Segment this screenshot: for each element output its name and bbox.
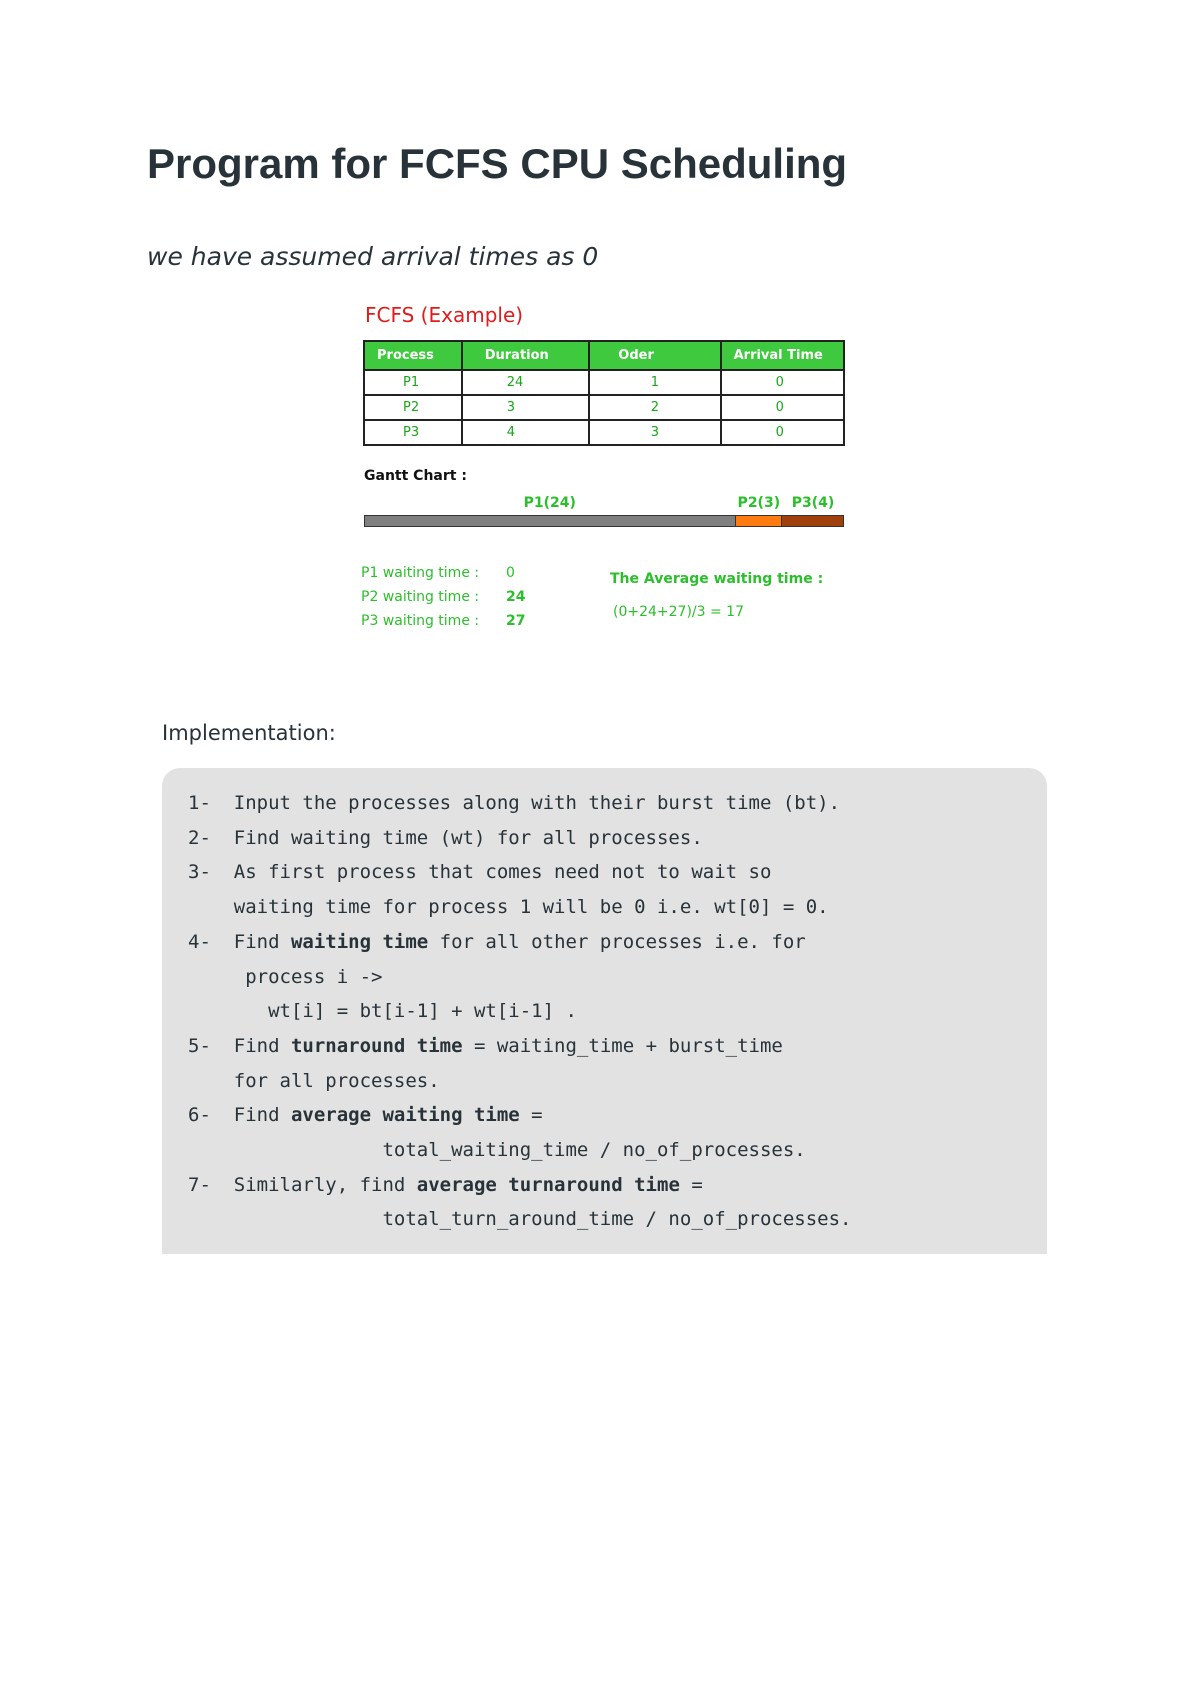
implementation-steps-block [162,768,1047,1254]
code-text: 4- Find [188,930,291,953]
code-text: 6- Find [188,1104,291,1127]
code-keyword: average turnaround time [416,1173,680,1196]
code-keyword: turnaround time [290,1034,463,1057]
code-line [188,855,771,889]
code-keyword: average waiting time [290,1104,520,1127]
code-text: total_waiting_time / no_of_processes. [188,1139,806,1161]
code-text: process i -> [188,965,383,988]
code-text: waiting time for process 1 will be 0 i.e. wt[0] = 0. [188,896,829,919]
code-line [188,994,577,1028]
code-text: = [519,1104,543,1127]
table-cell: 0 [721,395,844,420]
code-line [188,821,703,855]
average-waiting-time-formula: (0+24+27)/3 = 17 [613,604,744,620]
column-header: Duration [462,341,590,370]
code-text: 3- As first process that comes need not to wait so [188,861,772,884]
table-row [364,420,844,445]
table-cell: 3 [462,395,590,420]
table-row [364,395,844,420]
code-text: 1- Input the processes along with their burst time (bt). [188,792,841,814]
implementation-heading: Implementation: [162,721,336,745]
fcfs-example-figure [355,303,855,643]
code-line [188,1029,783,1063]
gantt-segment-label: P1(24) [523,495,576,511]
column-header: Arrival Time [721,341,844,370]
code-line [188,1064,440,1098]
average-waiting-time-label: The Average waiting time : [610,571,824,587]
code-line [188,1202,851,1236]
code-line [188,925,806,959]
page-title: Program for FCFS CPU Scheduling [147,140,848,187]
code-line [188,1168,703,1202]
table-cell: P1 [364,370,462,395]
code-text: 7- Similarly, find [188,1173,417,1196]
table-cell: P2 [364,395,462,420]
table-cell: 0 [721,370,844,395]
gantt-segment [735,516,781,526]
gantt-segment-label: P2(3) [737,495,781,511]
code-line [188,960,382,994]
gantt-segment-label: P3(4) [791,495,835,511]
table-cell: 0 [721,420,844,445]
code-text: for all other processes i.e. for [428,930,806,953]
table-cell: P3 [364,420,462,445]
table-cell: 3 [589,420,720,445]
waiting-time-label: P1 waiting time : [361,565,480,581]
figure-title: FCFS (Example) [365,303,524,327]
subtitle: we have assumed arrival times as 0 [147,242,599,271]
code-text: wt[i] = bt[i-1] + wt[i-1] . [188,1000,577,1023]
code-text: 5- Find [188,1034,291,1057]
waiting-time-row [361,589,525,605]
code-line [188,786,840,820]
gantt-chart-label: Gantt Chart : [364,468,467,484]
waiting-time-row [361,565,515,581]
column-header: Process [364,341,462,370]
waiting-time-row [361,613,525,629]
table-row [364,370,844,395]
code-line [188,1133,806,1167]
waiting-time-label: P2 waiting time : [361,589,480,605]
gantt-bar [364,515,844,527]
code-line [188,890,829,924]
column-header: Oder [589,341,720,370]
code-line [188,1098,543,1132]
process-table [363,340,845,446]
code-text: = [679,1173,703,1196]
waiting-time-label: P3 waiting time : [361,613,480,629]
waiting-time-value: 24 [506,589,526,605]
table-header-row [364,341,844,370]
table-cell: 1 [589,370,720,395]
code-keyword: waiting time [290,930,429,953]
code-text: for all processes. [188,1069,440,1092]
waiting-time-value: 0 [506,565,515,581]
waiting-time-value: 27 [506,613,526,629]
gantt-segment [365,516,735,526]
code-text: 2- Find waiting time (wt) for all processes. [188,826,703,849]
gantt-segment [781,516,843,526]
code-text: = waiting_time + burst_time [462,1034,783,1057]
table-cell: 24 [462,370,590,395]
code-text: total_turn_around_time / no_of_processes. [188,1208,852,1231]
table-cell: 2 [589,395,720,420]
table-cell: 4 [462,420,590,445]
